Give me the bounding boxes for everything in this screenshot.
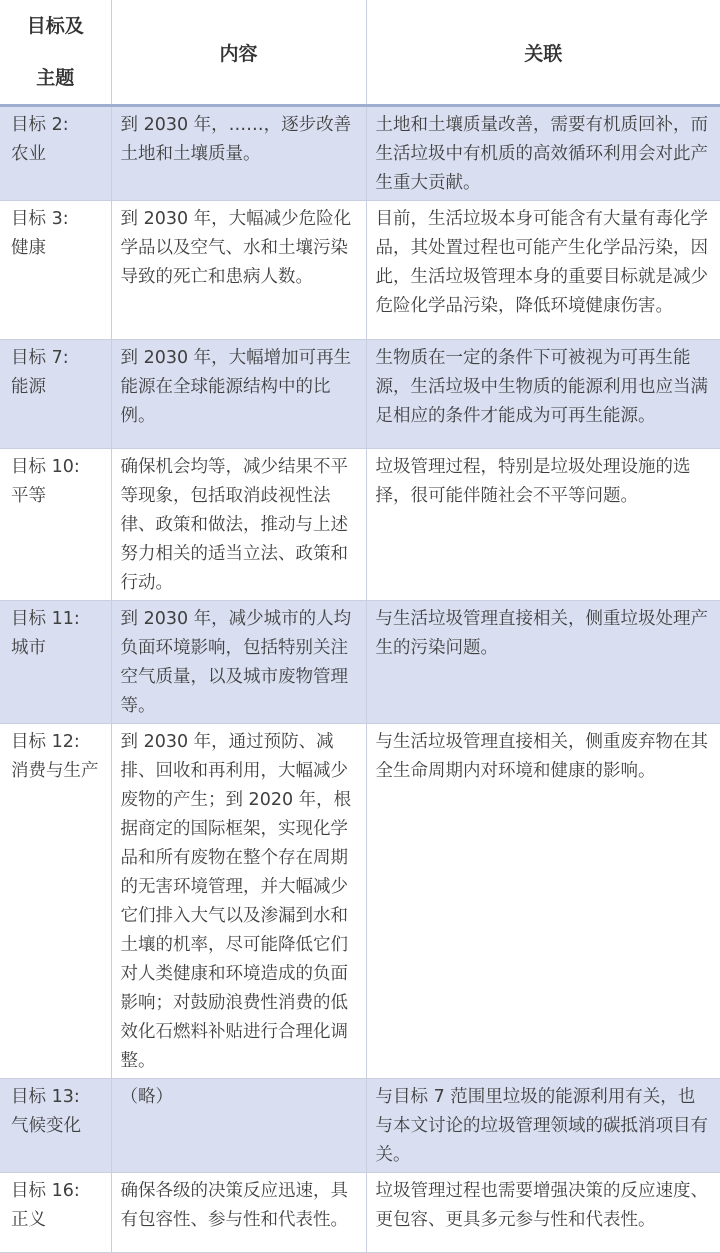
goal-number: 目标 12:: [11, 732, 80, 752]
relation-cell: 与目标 7 范围里垃圾的能源利用有关，也与本文讨论的垃圾管理领域的碳抵消项目有关。: [366, 1079, 720, 1173]
goal-number: 目标 2:: [11, 115, 69, 135]
goal-number: 目标 11:: [11, 609, 80, 629]
content-cell: 到 2030 年，大幅增加可再生能源在全球能源结构中的比例。: [111, 340, 366, 449]
goal-number: 目标 10:: [11, 457, 80, 477]
goal-topic: 城市: [11, 638, 46, 658]
content-cell: 到 2030 年，通过预防、减排、回收和再利用，大幅减少废物的产生；到 2020 年，根据商定的国际框架，实现化学品和所有废物在整个存在周期的无害环境管理，并大幅减少它们排入大气以及渗漏到水和土壤的机率，尽可能降低它们对人类健康和环境造成的负面影响；对鼓励浪费性消费的低效化石燃料补贴进行合理化调整。: [111, 724, 366, 1079]
relation-cell: 垃圾管理过程也需要增强决策的反应速度、更包容、更具多元参与性和代表性。: [366, 1173, 720, 1253]
content-cell: 到 2030 年，大幅减少危险化学品以及空气、水和土壤污染导致的死亡和患病人数。: [111, 201, 366, 340]
header-goal-topic: [0, 0, 111, 106]
table-row: [0, 340, 720, 449]
goal-cell: [0, 1173, 111, 1253]
goal-cell: [0, 106, 111, 201]
header-content: 内容: [111, 0, 366, 106]
table-row: [0, 449, 720, 601]
relation-cell: 目前，生活垃圾本身可能含有大量有毒化学品，其处置过程也可能产生化学品污染，因此，生活垃圾管理本身的重要目标就是减少危险化学品污染，降低环境健康伤害。: [366, 201, 720, 340]
relation-cell: 垃圾管理过程，特别是垃圾处理设施的选择，很可能伴随社会不平等问题。: [366, 449, 720, 601]
goal-topic: 健康: [11, 238, 46, 258]
goal-cell: [0, 1079, 111, 1173]
goal-topic: 能源: [11, 377, 46, 397]
header-goal-line1: 目标及: [26, 15, 84, 37]
goal-topic: 气候变化: [11, 1116, 81, 1136]
header-goal-line2: 主题: [36, 67, 75, 89]
table-row: [0, 1173, 720, 1253]
goal-cell: [0, 724, 111, 1079]
goal-cell: [0, 201, 111, 340]
table-row: [0, 601, 720, 724]
table-row: [0, 201, 720, 340]
goal-topic: 农业: [11, 144, 46, 164]
content-cell: 确保机会均等，减少结果不平等现象，包括取消歧视性法律、政策和做法，推动与上述努力相关的适当立法、政策和行动。: [111, 449, 366, 601]
goal-topic: 平等: [11, 486, 46, 506]
goal-number: 目标 7:: [11, 348, 69, 368]
relation-cell: 与生活垃圾管理直接相关，侧重废弃物在其全生命周期内对环境和健康的影响。: [366, 724, 720, 1079]
table-row: [0, 106, 720, 201]
content-cell: 到 2030 年，……，逐步改善土地和土壤质量。: [111, 106, 366, 201]
goal-topic: 正义: [11, 1210, 46, 1230]
goal-number: 目标 13:: [11, 1087, 80, 1107]
table-row: [0, 724, 720, 1079]
goal-cell: [0, 340, 111, 449]
relation-cell: 土地和土壤质量改善，需要有机质回补，而生活垃圾中有机质的高效循环利用会对此产生重大贡献。: [366, 106, 720, 201]
goal-number: 目标 3:: [11, 209, 69, 229]
header-relation: 关联: [366, 0, 720, 106]
table-row: [0, 1079, 720, 1173]
relation-cell: 生物质在一定的条件下可被视为可再生能源，生活垃圾中生物质的能源利用也应当满足相应的条件才能成为可再生能源。: [366, 340, 720, 449]
goal-topic: 消费与生产: [11, 761, 99, 781]
content-cell: 到 2030 年，减少城市的人均负面环境影响，包括特别关注空气质量，以及城市废物管理等。: [111, 601, 366, 724]
goal-cell: [0, 449, 111, 601]
content-cell: （略）: [111, 1079, 366, 1173]
goal-number: 目标 16:: [11, 1181, 80, 1201]
content-cell: 确保各级的决策反应迅速，具有包容性、参与性和代表性。: [111, 1173, 366, 1253]
relation-cell: 与生活垃圾管理直接相关，侧重垃圾处理产生的污染问题。: [366, 601, 720, 724]
goal-cell: [0, 601, 111, 724]
table-header-row: [0, 0, 720, 106]
